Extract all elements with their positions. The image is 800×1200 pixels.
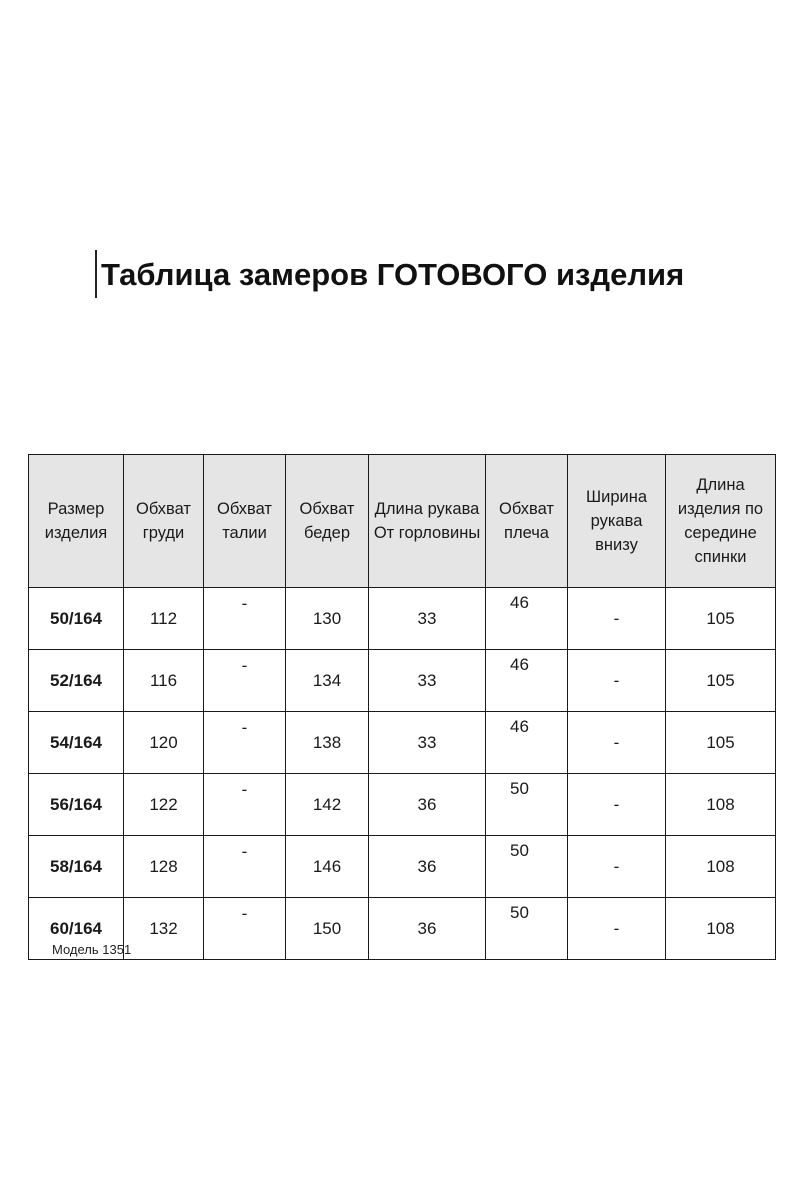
header-waist: Обхват талии: [204, 455, 286, 588]
cell-shoulder: 46: [486, 650, 568, 712]
cell-shoulder: 46: [486, 712, 568, 774]
cell-shoulder: 46: [486, 588, 568, 650]
size-table: [28, 454, 776, 960]
cell-size: 52/164: [29, 650, 124, 712]
table-row: [29, 588, 776, 650]
table-row: [29, 898, 776, 960]
table-row: [29, 650, 776, 712]
text-cursor: [95, 250, 97, 298]
cell-shoulder: 50: [486, 898, 568, 960]
header-chest: Обхват груди: [124, 455, 204, 588]
cell-chest: 122: [124, 774, 204, 836]
table-header-row: [29, 455, 776, 588]
model-label: Модель 1351: [52, 942, 132, 957]
header-size: Размер изделия: [29, 455, 124, 588]
cell-hips: 134: [286, 650, 369, 712]
cell-waist: -: [204, 588, 286, 650]
cell-garment-length: 108: [666, 774, 776, 836]
cell-size: 50/164: [29, 588, 124, 650]
cell-chest: 120: [124, 712, 204, 774]
cell-hips: 142: [286, 774, 369, 836]
header-shoulder: Обхват плеча: [486, 455, 568, 588]
table-row: [29, 836, 776, 898]
cell-chest: 116: [124, 650, 204, 712]
cell-waist: -: [204, 898, 286, 960]
cell-waist: -: [204, 774, 286, 836]
cell-hips: 150: [286, 898, 369, 960]
cell-shoulder: 50: [486, 774, 568, 836]
cell-chest: 112: [124, 588, 204, 650]
cell-garment-length: 105: [666, 712, 776, 774]
cell-waist: -: [204, 650, 286, 712]
cell-sleeve-width: -: [568, 588, 666, 650]
cell-hips: 130: [286, 588, 369, 650]
header-sleeve-width: Ширина рукава внизу: [568, 455, 666, 588]
cell-hips: 138: [286, 712, 369, 774]
cell-sleeve-length: 36: [369, 774, 486, 836]
cell-garment-length: 105: [666, 588, 776, 650]
header-sleeve-length: Длина рукава От горловины: [369, 455, 486, 588]
cell-waist: -: [204, 712, 286, 774]
cell-size: 56/164: [29, 774, 124, 836]
cell-sleeve-length: 33: [369, 712, 486, 774]
cell-garment-length: 108: [666, 836, 776, 898]
cell-waist: -: [204, 836, 286, 898]
cell-shoulder: 50: [486, 836, 568, 898]
cell-sleeve-width: -: [568, 650, 666, 712]
cell-garment-length: 108: [666, 898, 776, 960]
cell-sleeve-width: -: [568, 836, 666, 898]
page-title: Таблица замеров ГОТОВОГО изделия: [101, 257, 685, 292]
cell-chest: 132: [124, 898, 204, 960]
cell-sleeve-width: -: [568, 712, 666, 774]
cell-garment-length: 105: [666, 650, 776, 712]
cell-sleeve-length: 36: [369, 898, 486, 960]
cell-sleeve-width: -: [568, 774, 666, 836]
header-hips: Обхват бедер: [286, 455, 369, 588]
cell-sleeve-width: -: [568, 898, 666, 960]
cell-size: 54/164: [29, 712, 124, 774]
cell-sleeve-length: 33: [369, 650, 486, 712]
cell-chest: 128: [124, 836, 204, 898]
table-row: [29, 774, 776, 836]
cell-sleeve-length: 36: [369, 836, 486, 898]
cell-sleeve-length: 33: [369, 588, 486, 650]
table-row: [29, 712, 776, 774]
cell-size: 58/164: [29, 836, 124, 898]
header-garment-length: Длина изделия по середине спинки: [666, 455, 776, 588]
cell-size: 60/164: [29, 898, 124, 960]
cell-hips: 146: [286, 836, 369, 898]
